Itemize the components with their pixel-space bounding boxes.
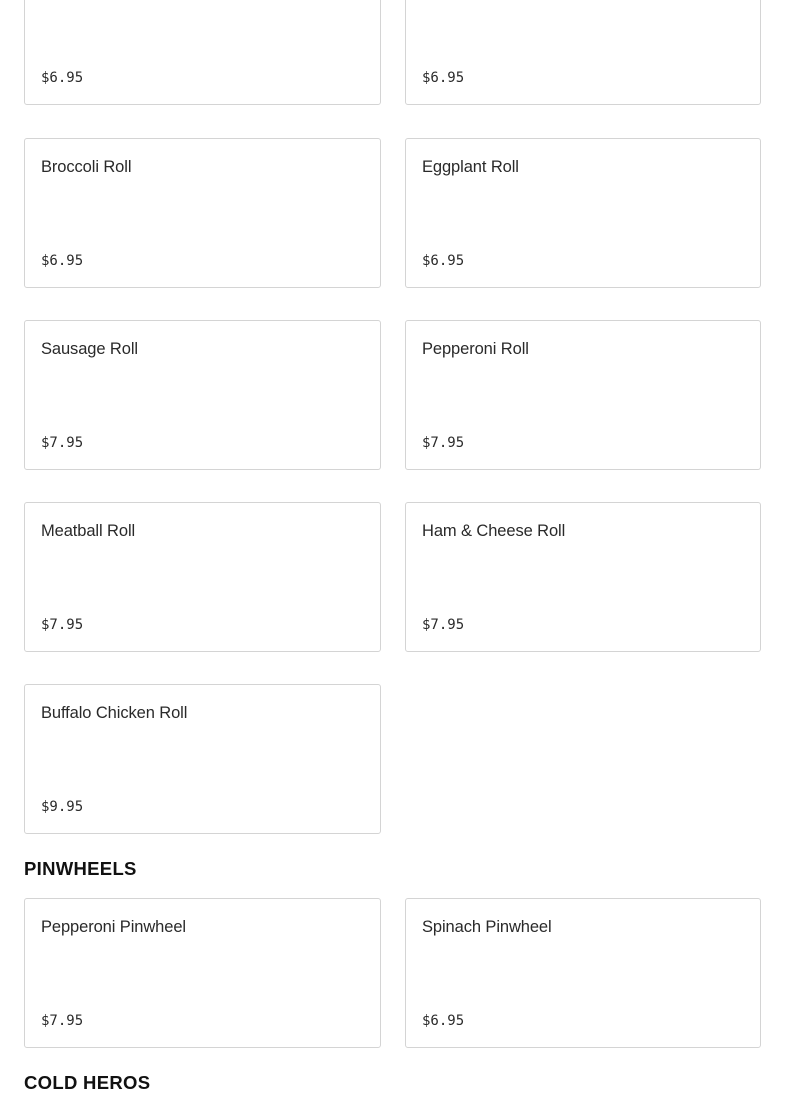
menu-item-name: Eggplant Roll bbox=[422, 158, 519, 176]
menu-item-name: Broccoli Roll bbox=[41, 158, 132, 176]
menu-item-name: Ham & Cheese Roll bbox=[422, 522, 566, 540]
menu-item-name: Buffalo Chicken Roll bbox=[41, 704, 188, 722]
menu-item-card[interactable] bbox=[405, 898, 761, 1048]
menu-item-price: $7.95 bbox=[41, 617, 84, 633]
menu-item-price: $6.95 bbox=[41, 253, 84, 269]
menu-item-card[interactable] bbox=[405, 0, 761, 105]
menu-item-card[interactable] bbox=[405, 320, 761, 470]
menu-item-price: $7.95 bbox=[422, 435, 465, 451]
menu-item-price: $9.95 bbox=[41, 799, 84, 815]
menu-item-name: Pepperoni Roll bbox=[422, 340, 529, 358]
menu-item-card[interactable] bbox=[24, 320, 381, 470]
section-title-cold-heros: COLD HEROS bbox=[24, 1072, 151, 1093]
section-title-pinwheels: PINWHEELS bbox=[24, 858, 137, 879]
menu-item-price: $6.95 bbox=[422, 70, 465, 86]
menu-item-card[interactable] bbox=[24, 898, 381, 1048]
menu-item-price: $6.95 bbox=[422, 1013, 465, 1029]
menu-item-name: Meatball Roll bbox=[41, 522, 136, 540]
menu-item-price: $7.95 bbox=[422, 617, 465, 633]
menu-item-name: Spinach Pinwheel bbox=[422, 918, 552, 936]
menu-item-card[interactable] bbox=[24, 502, 381, 652]
menu-item-name: Pepperoni Pinwheel bbox=[41, 918, 186, 936]
menu-item-card[interactable] bbox=[24, 684, 381, 834]
menu-item-price: $7.95 bbox=[41, 435, 84, 451]
menu-item-card[interactable] bbox=[405, 138, 761, 288]
menu-item-price: $6.95 bbox=[422, 253, 465, 269]
menu-item-price: $7.95 bbox=[41, 1013, 84, 1029]
menu-item-card[interactable] bbox=[24, 0, 381, 105]
menu-item-card[interactable] bbox=[24, 138, 381, 288]
menu-item-card[interactable] bbox=[405, 502, 761, 652]
menu-item-name: Sausage Roll bbox=[41, 340, 138, 358]
menu-item-price: $6.95 bbox=[41, 70, 84, 86]
